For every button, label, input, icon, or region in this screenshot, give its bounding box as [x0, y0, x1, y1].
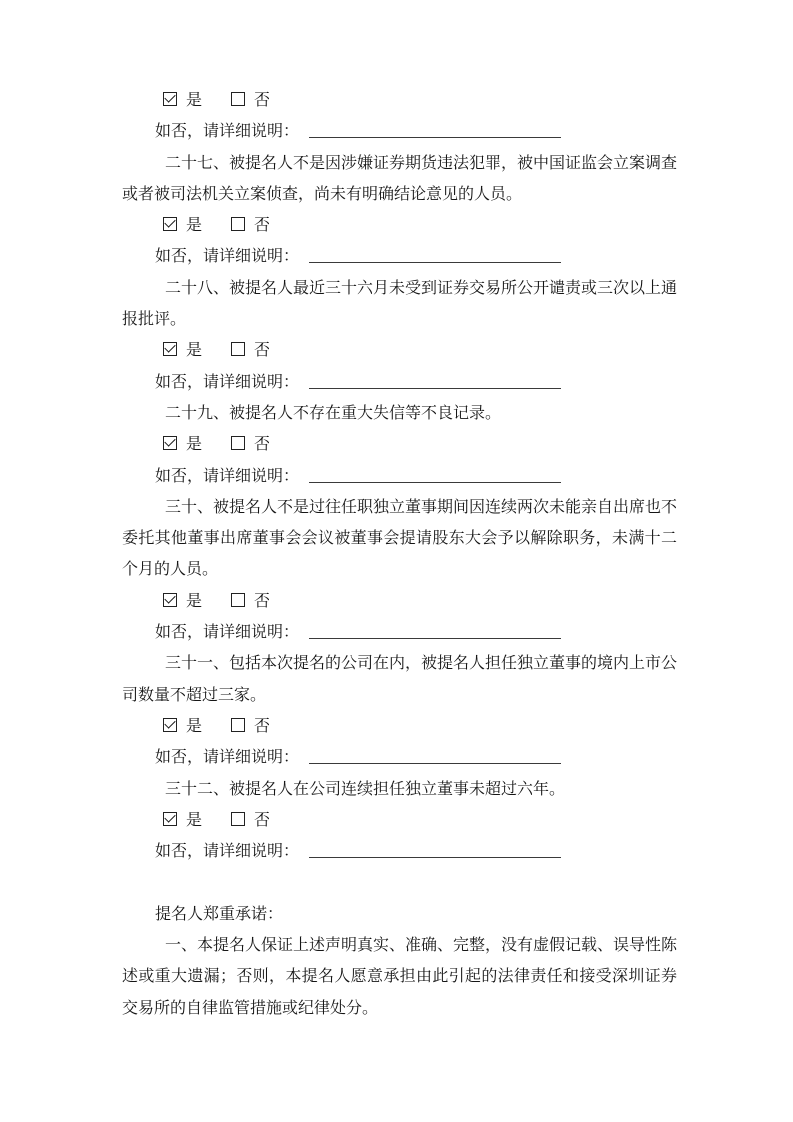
answer-row-top: [122, 85, 677, 116]
yes-checkbox[interactable]: [163, 593, 177, 607]
yes-checkbox[interactable]: [163, 92, 177, 106]
no-label: 否: [254, 592, 271, 610]
explanation-blank[interactable]: [309, 383, 561, 389]
explanation-prompt: 如否，请详细说明：: [155, 624, 300, 642]
answer-row-32: [122, 805, 677, 836]
yes-label: 是: [186, 342, 203, 360]
answer-row-28: [122, 335, 677, 366]
ifno-row-28: [122, 367, 677, 398]
explanation-prompt: 如否，请详细说明：: [155, 248, 300, 266]
answer-row-29: [122, 429, 677, 460]
blank-line: [122, 867, 677, 898]
explanation-prompt: 如否，请详细说明：: [155, 843, 300, 861]
item-paragraph-30: 三十、被提名人不是过往任职独立董事期间因连续两次未能亲自出席也不委托其他董事出席董事会会议被董事会提请股东大会予以解除职务，未满十二个月的人员。: [122, 498, 678, 579]
no-checkbox[interactable]: [231, 593, 245, 607]
item-paragraph-29: 二十九、被提名人不存在重大失信等不良记录。: [165, 404, 502, 422]
explanation-blank[interactable]: [309, 758, 561, 764]
item-paragraph-32: 三十二、被提名人在公司连续担任独立董事未超过六年。: [165, 780, 566, 798]
ifno-row-31: [122, 742, 677, 773]
yes-label: 是: [186, 436, 203, 454]
commitment-heading: 提名人郑重承诺：: [155, 905, 284, 923]
no-checkbox[interactable]: [231, 217, 245, 231]
item-paragraph-28: 二十八、被提名人最近三十六月未受到证券交易所公开谴责或三次以上通报批评。: [122, 279, 678, 329]
yes-label: 是: [186, 92, 203, 109]
item-paragraph-27: 二十七、被提名人不是因涉嫌证券期货违法犯罪，被中国证监会立案调查或者被司法机关立案侦查，尚未有明确结论意见的人员。: [122, 154, 678, 203]
yes-checkbox[interactable]: [163, 718, 177, 732]
ifno-row-top: [122, 116, 677, 147]
ifno-row-32: [122, 836, 677, 867]
no-label: 否: [254, 217, 271, 235]
explanation-prompt: 如否，请详细说明：: [155, 123, 300, 141]
answer-row-27: [122, 210, 677, 241]
explanation-prompt: 如否，请详细说明：: [155, 749, 300, 767]
no-checkbox[interactable]: [231, 812, 245, 826]
yes-label: 是: [186, 717, 203, 735]
no-checkbox[interactable]: [231, 436, 245, 450]
ifno-row-30: [122, 617, 677, 648]
yes-label: 是: [186, 811, 203, 829]
no-checkbox[interactable]: [231, 342, 245, 356]
yes-label: 是: [186, 592, 203, 610]
yes-checkbox[interactable]: [163, 436, 177, 450]
explanation-blank[interactable]: [309, 257, 561, 263]
item-paragraph-31: 三十一、包括本次提名的公司在内，被提名人担任独立董事的境内上市公司数量不超过三家。: [122, 655, 678, 704]
explanation-prompt: 如否，请详细说明：: [155, 373, 300, 391]
answer-row-31: [122, 711, 677, 742]
ifno-row-29: [122, 461, 677, 492]
no-label: 否: [254, 436, 271, 454]
no-label: 否: [254, 92, 271, 109]
no-checkbox[interactable]: [231, 718, 245, 732]
yes-checkbox[interactable]: [163, 812, 177, 826]
explanation-blank[interactable]: [309, 852, 561, 858]
no-label: 否: [254, 717, 271, 735]
answer-row-30: [122, 586, 677, 617]
yes-label: 是: [186, 217, 203, 235]
explanation-prompt: 如否，请详细说明：: [155, 467, 300, 485]
commitment-clause-1: 一、本提名人保证上述声明真实、准确、完整，没有虚假记载、误导性陈述或重大遗漏；否则，本提名人愿意承担由此引起的法律责任和接受深圳证券交易所的自律监管措施或纪律处分。: [122, 937, 678, 1017]
no-label: 否: [254, 342, 271, 360]
yes-checkbox[interactable]: [163, 217, 177, 231]
no-label: 否: [254, 811, 271, 829]
explanation-blank[interactable]: [309, 132, 561, 138]
ifno-row-27: [122, 241, 677, 272]
yes-checkbox[interactable]: [163, 342, 177, 356]
no-checkbox[interactable]: [231, 92, 245, 106]
explanation-blank[interactable]: [309, 633, 561, 639]
explanation-blank[interactable]: [309, 477, 561, 483]
